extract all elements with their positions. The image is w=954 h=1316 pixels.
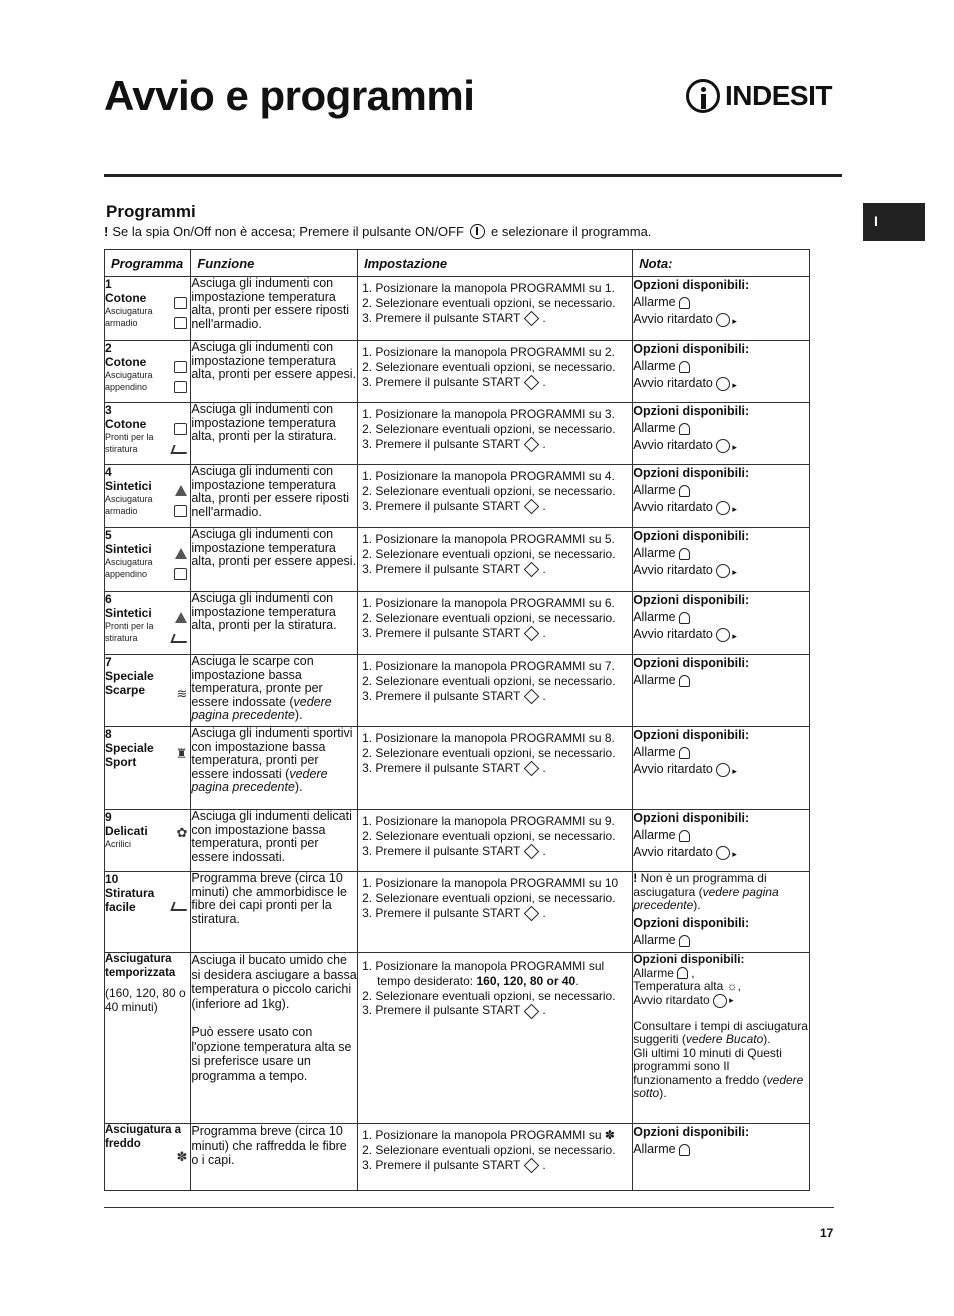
options-title: Opzioni disponibili:	[633, 811, 750, 825]
program-subtitle: Asciugatura appendino	[105, 557, 153, 579]
table-row	[105, 341, 810, 403]
step-2: 2. Selezionare eventuali opzioni, se necessario.	[362, 890, 616, 905]
note-ref: vedere pagina precedente	[633, 884, 779, 912]
function-text: Asciuga le scarpe con impostazione bassa temperatura, pronte per essere indossate (	[191, 654, 323, 709]
onoff-note	[104, 224, 651, 239]
step-3: 3. Premere il pulsante START .	[362, 310, 546, 325]
timer-icon	[716, 763, 730, 777]
step-3-text: 3. Premere il pulsante START	[362, 688, 521, 703]
option-alarm: Allarme	[633, 673, 676, 687]
program-name: Cotone	[105, 291, 147, 305]
options-title: Opzioni disponibili:	[633, 404, 750, 418]
options-title: Opzioni disponibili:	[633, 1125, 750, 1139]
extra-ref-2: vedere sotto	[633, 1072, 804, 1100]
table-row	[105, 810, 810, 872]
program-number: 9	[105, 810, 112, 824]
note-text: Non è un programma di asciugatura (	[633, 871, 767, 899]
program-name: Speciale Scarpe	[105, 669, 154, 697]
option-delay: Avvio ritardato	[633, 992, 710, 1007]
step-3-text: 3. Premere il pulsante START	[362, 760, 521, 775]
table-row	[105, 277, 810, 341]
section-title: Programmi	[106, 202, 196, 221]
bell-icon	[679, 361, 690, 373]
timer-icon	[713, 994, 727, 1008]
finish-shirt-icon	[174, 381, 187, 393]
step-3: 3. Premere il pulsante START .	[362, 760, 546, 775]
steps-list	[358, 727, 632, 777]
start-icon	[524, 562, 540, 578]
finish-shirt-icon	[174, 568, 187, 580]
timer-icon	[716, 564, 730, 578]
header-nota: Nota:	[633, 250, 810, 277]
table-row	[105, 592, 810, 655]
function-text: Asciuga gli indumenti con impostazione temperatura alta, pronti per essere appesi.	[191, 528, 358, 592]
fabric-shirt-icon	[174, 423, 187, 435]
extra-end-1: ).	[763, 1032, 771, 1046]
program-subtitle: Pronti per la stiratura	[105, 432, 154, 454]
note-text: Se la spia On/Off non è accesa; Premere il pulsante ON/OFF	[112, 224, 464, 239]
step-1: 1. Posizionare la manopola PROGRAMMI su 4.	[362, 469, 615, 483]
options-title: Opzioni disponibili:	[633, 342, 750, 356]
start-icon	[524, 311, 540, 327]
finish-wardrobe-icon	[174, 317, 187, 329]
option-delay: Avvio ritardato	[633, 312, 713, 326]
option-delay: Avvio ritardato	[633, 376, 713, 390]
function-text: Asciuga gli indumenti con impostazione temperatura alta, pronti per essere appesi.	[191, 341, 358, 403]
function-text-2: Può essere usato con l'opzione temperatura alta se si preferisce usare un programma a tempo.	[191, 1025, 352, 1083]
step-3-text: 3. Premere il pulsante START	[362, 498, 521, 513]
program-subtitle: Pronti per la stiratura	[105, 621, 154, 643]
options-title: Opzioni disponibili:	[633, 915, 750, 930]
step-3: 3. Premere il pulsante START .	[362, 436, 546, 451]
step-3-text: 3. Premere il pulsante START	[362, 905, 521, 920]
program-number: 8	[105, 727, 112, 741]
bell-icon	[679, 830, 690, 842]
step-3: 3. Premere il pulsante START .	[362, 498, 546, 513]
program-subtitle: Asciugatura armadio	[105, 494, 153, 516]
option-alarm: Allarme	[633, 359, 676, 373]
bell-icon	[679, 423, 690, 435]
option-alarm: Allarme	[633, 828, 676, 842]
step-2: 2. Selezionare eventuali opzioni, se necessario.	[362, 1142, 616, 1157]
bell-icon	[679, 485, 690, 497]
step-2: 2. Selezionare eventuali opzioni, se necessario.	[362, 546, 616, 561]
program-name: Sintetici	[105, 542, 152, 556]
options-title: Opzioni disponibili:	[633, 529, 750, 543]
program-name: Sintetici	[105, 606, 152, 620]
step-3: 3. Premere il pulsante START .	[362, 1003, 546, 1018]
programs-table	[104, 249, 810, 1191]
step-3: 3. Premere il pulsante START .	[362, 1157, 546, 1172]
timer-icon	[716, 846, 730, 860]
step-1: 1. Posizionare la manopola PROGRAMMI su 9.	[362, 814, 615, 828]
program-name: Speciale Sport	[105, 741, 154, 769]
step-3-text: 3. Premere il pulsante START	[362, 1003, 521, 1018]
bell-icon	[679, 1144, 690, 1156]
step-3: 3. Premere il pulsante START .	[362, 561, 546, 576]
step-2: 2. Selezionare eventuali opzioni, se necessario.	[362, 483, 616, 498]
program-number: 4	[105, 465, 112, 479]
header-programma: Programma	[105, 250, 191, 277]
header-funzione: Funzione	[191, 250, 358, 277]
extra-text-2: Gli ultimi 10 minuti di Questi programmi sono Il funzionamento a freddo (	[633, 1045, 782, 1087]
step-1: 1. Posizionare la manopola PROGRAMMI su 3.	[362, 407, 615, 421]
function-end: ).	[294, 708, 303, 722]
timer-icon	[716, 377, 730, 391]
program-number: 5	[105, 528, 112, 542]
function-text: Programma breve (circa 10 minuti) che raffredda le fibre o i capi.	[191, 1124, 358, 1191]
brand-name: INDESIT	[725, 80, 832, 111]
step-2: 2. Selezionare eventuali opzioni, se necessario.	[362, 610, 616, 625]
bell-icon	[679, 548, 690, 560]
note-bang: !	[104, 224, 109, 239]
table-row	[105, 872, 810, 953]
step-1: 1. Posizionare la manopola PROGRAMMI su 6.	[362, 596, 615, 610]
step-1: 1. Posizionare la manopola PROGRAMMI su 8.	[362, 731, 615, 745]
table-row	[105, 465, 810, 528]
start-icon	[524, 499, 540, 515]
table-row	[105, 655, 810, 727]
timer-icon	[716, 501, 730, 515]
steps-list	[358, 1124, 632, 1174]
function-ref: vedere pagina precedente	[191, 766, 328, 794]
option-alarm: Allarme	[633, 933, 676, 947]
onoff-icon	[470, 224, 485, 239]
shoes-icon: ≋	[176, 686, 188, 701]
program-subtitle: Asciugatura appendino	[105, 370, 153, 392]
option-alarm: Allarme	[633, 483, 676, 497]
timer-icon	[716, 313, 730, 327]
step-3-text: 3. Premere il pulsante START	[362, 1157, 521, 1172]
brand-logo	[686, 76, 832, 116]
start-icon	[524, 906, 540, 922]
options-title: Opzioni disponibili:	[633, 728, 750, 742]
table-header-row	[105, 250, 810, 277]
option-delay: Avvio ritardato	[633, 845, 713, 859]
start-icon	[524, 437, 540, 453]
step-1: 1. Posizionare la manopola PROGRAMMI su 1.	[362, 281, 615, 295]
steps-list	[358, 872, 632, 922]
steps-list	[358, 465, 632, 515]
header-rule	[104, 174, 842, 177]
header-impostazione: Impostazione	[358, 250, 633, 277]
program-name: Stiratura facile	[105, 886, 155, 914]
function-end: ).	[294, 780, 303, 794]
option-delay: Avvio ritardato	[633, 762, 713, 776]
fabric-shirt-icon	[174, 297, 187, 309]
steps-list	[358, 528, 632, 578]
step-2: 2. Selezionare eventuali opzioni, se necessario.	[362, 988, 616, 1003]
steps-list	[358, 655, 632, 705]
step-3-text: 3. Premere il pulsante START	[362, 310, 521, 325]
option-delay: Avvio ritardato	[633, 563, 713, 577]
step-2: 2. Selezionare eventuali opzioni, se necessario.	[362, 828, 616, 843]
finish-iron-icon	[171, 445, 190, 454]
step-3-text: 3. Premere il pulsante START	[362, 843, 521, 858]
step-2: 2. Selezionare eventuali opzioni, se necessario.	[362, 745, 616, 760]
options-title: Opzioni disponibili:	[633, 278, 750, 292]
options-title: Opzioni disponibili:	[633, 656, 750, 670]
page-title: Avvio e programmi	[104, 72, 475, 119]
easy-iron-icon	[171, 902, 190, 911]
step-3: 3. Premere il pulsante START .	[362, 843, 546, 858]
function-text: Asciuga gli indumenti sportivi con impostazione bassa temperatura, pronti per essere indossati (	[191, 726, 353, 781]
step-1: 1. Posizionare la manopola PROGRAMMI su 10	[362, 876, 619, 890]
option-delay: Avvio ritardato	[633, 438, 713, 452]
fabric-synthetic-icon	[175, 485, 187, 496]
start-icon	[524, 375, 540, 391]
step-2: 2. Selezionare eventuali opzioni, se necessario.	[362, 295, 616, 310]
start-icon	[524, 689, 540, 705]
table-row	[105, 403, 810, 465]
program-subtitle: (160, 120, 80 o 40 minuti)	[105, 986, 186, 1014]
language-tab: I	[863, 203, 925, 241]
program-name: Delicati	[105, 824, 148, 838]
finish-wardrobe-icon	[174, 505, 187, 517]
program-number: 1	[105, 277, 112, 291]
start-icon	[524, 844, 540, 860]
note-bang: !	[633, 871, 638, 885]
step-3-text: 3. Premere il pulsante START	[362, 625, 521, 640]
fabric-synthetic-icon	[175, 548, 187, 559]
program-number: 6	[105, 592, 112, 606]
delicate-icon: ✿	[176, 825, 188, 840]
options-title: Opzioni disponibili:	[633, 593, 750, 607]
options-title: Opzioni disponibili:	[633, 466, 750, 480]
function-ref: vedere pagina precedente	[191, 694, 332, 722]
option-alarm: Allarme	[633, 610, 676, 624]
steps-list	[358, 810, 632, 860]
table-row	[105, 1124, 810, 1191]
step-3: 3. Premere il pulsante START .	[362, 688, 546, 703]
option-alarm: Allarme	[633, 421, 676, 435]
step-1	[362, 1128, 628, 1143]
page-number: 17	[820, 1226, 834, 1240]
bell-icon	[677, 967, 688, 979]
steps-list	[358, 592, 632, 642]
step-2: 2. Selezionare eventuali opzioni, se necessario.	[362, 359, 616, 374]
bell-icon	[679, 612, 690, 624]
start-icon	[524, 1158, 540, 1174]
start-icon	[524, 761, 540, 777]
program-number: 10	[105, 872, 119, 886]
finish-iron-icon	[171, 634, 190, 643]
function-text: Asciuga il bucato umido che si desidera asciugare a bassa temperatura o piccolo carichi (inferiore ad 1kg).	[191, 953, 357, 1011]
start-icon	[524, 626, 540, 642]
options-title: Opzioni disponibili:	[633, 952, 745, 966]
step-3: 3. Premere il pulsante START .	[362, 625, 546, 640]
fabric-shirt-icon	[174, 361, 187, 373]
function-text: Programma breve (circa 10 minuti) che ammorbidisce le fibre dei capi pronti per la stiratura.	[191, 872, 358, 953]
step-2: 2. Selezionare eventuali opzioni, se necessario.	[362, 673, 616, 688]
extra-text-1: Consultare i tempi di asciugatura suggeriti (	[633, 1018, 808, 1046]
step-1-times: 160, 120, 80 or 40	[476, 973, 576, 988]
bell-icon	[679, 675, 690, 687]
steps-list	[358, 341, 632, 391]
fan-icon: ✽	[604, 1128, 615, 1142]
step-3: 3. Premere il pulsante START .	[362, 374, 546, 389]
note-text-end: e selezionare il programma.	[491, 224, 652, 239]
step-2: 2. Selezionare eventuali opzioni, se necessario.	[362, 421, 616, 436]
function-text: Asciuga gli indumenti con impostazione temperatura alta, pronti per essere riposti nell'armadio.	[191, 277, 358, 341]
note-end: ).	[693, 898, 701, 912]
sport-icon: ♜	[175, 746, 188, 761]
option-alarm: Allarme	[633, 745, 676, 759]
step-1: 1. Posizionare la manopola PROGRAMMI su 7.	[362, 659, 615, 673]
timer-icon	[716, 628, 730, 642]
steps-list	[358, 403, 632, 453]
bell-icon	[679, 747, 690, 759]
option-high-temp: Temperatura alta	[633, 979, 724, 993]
step-1-text: 1. Posizionare la manopola PROGRAMMI sul tempo desiderato:	[362, 959, 605, 988]
program-number: 7	[105, 655, 112, 669]
step-3: 3. Premere il pulsante START .	[362, 905, 546, 920]
option-alarm: Allarme	[633, 1142, 676, 1156]
extra-ref-1: vedere Bucato	[685, 1032, 764, 1046]
option-delay: Avvio ritardato	[633, 500, 713, 514]
steps-list	[358, 953, 632, 1020]
option-alarm: Allarme	[633, 965, 674, 980]
program-name: Cotone	[105, 355, 147, 369]
timer-icon	[716, 439, 730, 453]
step-3-text: 3. Premere il pulsante START	[362, 374, 521, 389]
option-alarm: Allarme	[633, 546, 676, 560]
extra-end-2: ).	[659, 1086, 667, 1100]
program-subtitle: Asciugatura armadio	[105, 306, 153, 328]
function-text: Asciuga gli indumenti con impostazione temperatura alta, pronti per la stiratura.	[191, 592, 358, 655]
program-name: Cotone	[105, 417, 147, 431]
bell-icon	[679, 935, 690, 947]
footer-rule	[104, 1207, 834, 1208]
steps-list	[358, 277, 632, 327]
step-1: 1. Posizionare la manopola PROGRAMMI su 2.	[362, 345, 615, 359]
program-number: 2	[105, 341, 112, 355]
start-icon	[524, 1003, 540, 1019]
cold-fan-icon: ✽	[176, 1149, 188, 1164]
sun-icon: ☼	[726, 979, 738, 993]
table-row	[105, 528, 810, 592]
table-row	[105, 727, 810, 810]
program-name: Sintetici	[105, 479, 152, 493]
indesit-logo-icon	[686, 79, 720, 113]
program-name: Asciugatura temporizzata	[105, 953, 176, 979]
program-name: Asciugatura a freddo	[105, 1124, 182, 1150]
program-number: 3	[105, 403, 112, 417]
step-1: 1. Posizionare la manopola PROGRAMMI sul tempo desiderato: 160, 120, 80 or 40.	[362, 959, 605, 988]
table-row: Asciugatura temporizzata (160, 120, 80 o 40 minuti) Asciuga il bucato umido che si desidera asciugare a bassa temperatura o piccolo carichi (inferiore ad 1kg). Può essere usato con l'opzione temperatura alta se si preferisce usare un programma a tempo. 1. Posizionare la manopola PROGRAMMI sul tempo desiderato: 160, 120, 80 or 40. 2. Selezionare eventuali opzioni, se necessario. 3. Premere il pulsante START . Opzioni disponibili: Allarme , Temperatura alta ☼, Avvio ritardato▸ Consultare i tempi di asciugatura suggeriti (vedere Bucato). Gli ultimi 10 minuti di Questi programmi sono Il funzionamento a freddo (vedere sotto).	[105, 953, 810, 1124]
step-3-text: 3. Premere il pulsante START	[362, 436, 521, 451]
step-3-text: 3. Premere il pulsante START	[362, 561, 521, 576]
function-text: Asciuga gli indumenti con impostazione temperatura alta, pronti per essere riposti nell'armadio.	[191, 465, 358, 528]
fabric-synthetic-icon	[175, 612, 187, 623]
step-1-text: 1. Posizionare la manopola PROGRAMMI su	[362, 1128, 602, 1142]
program-subtitle: Acrilici	[105, 839, 131, 849]
function-text: Asciuga gli indumenti delicati con impostazione bassa temperatura, pronti per essere indossati.	[191, 810, 358, 872]
option-delay: Avvio ritardato	[633, 627, 713, 641]
option-alarm: Allarme	[633, 295, 676, 309]
bell-icon	[679, 297, 690, 309]
function-text: Asciuga gli indumenti con impostazione temperatura alta, pronti per la stiratura.	[191, 403, 358, 465]
step-1: 1. Posizionare la manopola PROGRAMMI su 5.	[362, 532, 615, 546]
